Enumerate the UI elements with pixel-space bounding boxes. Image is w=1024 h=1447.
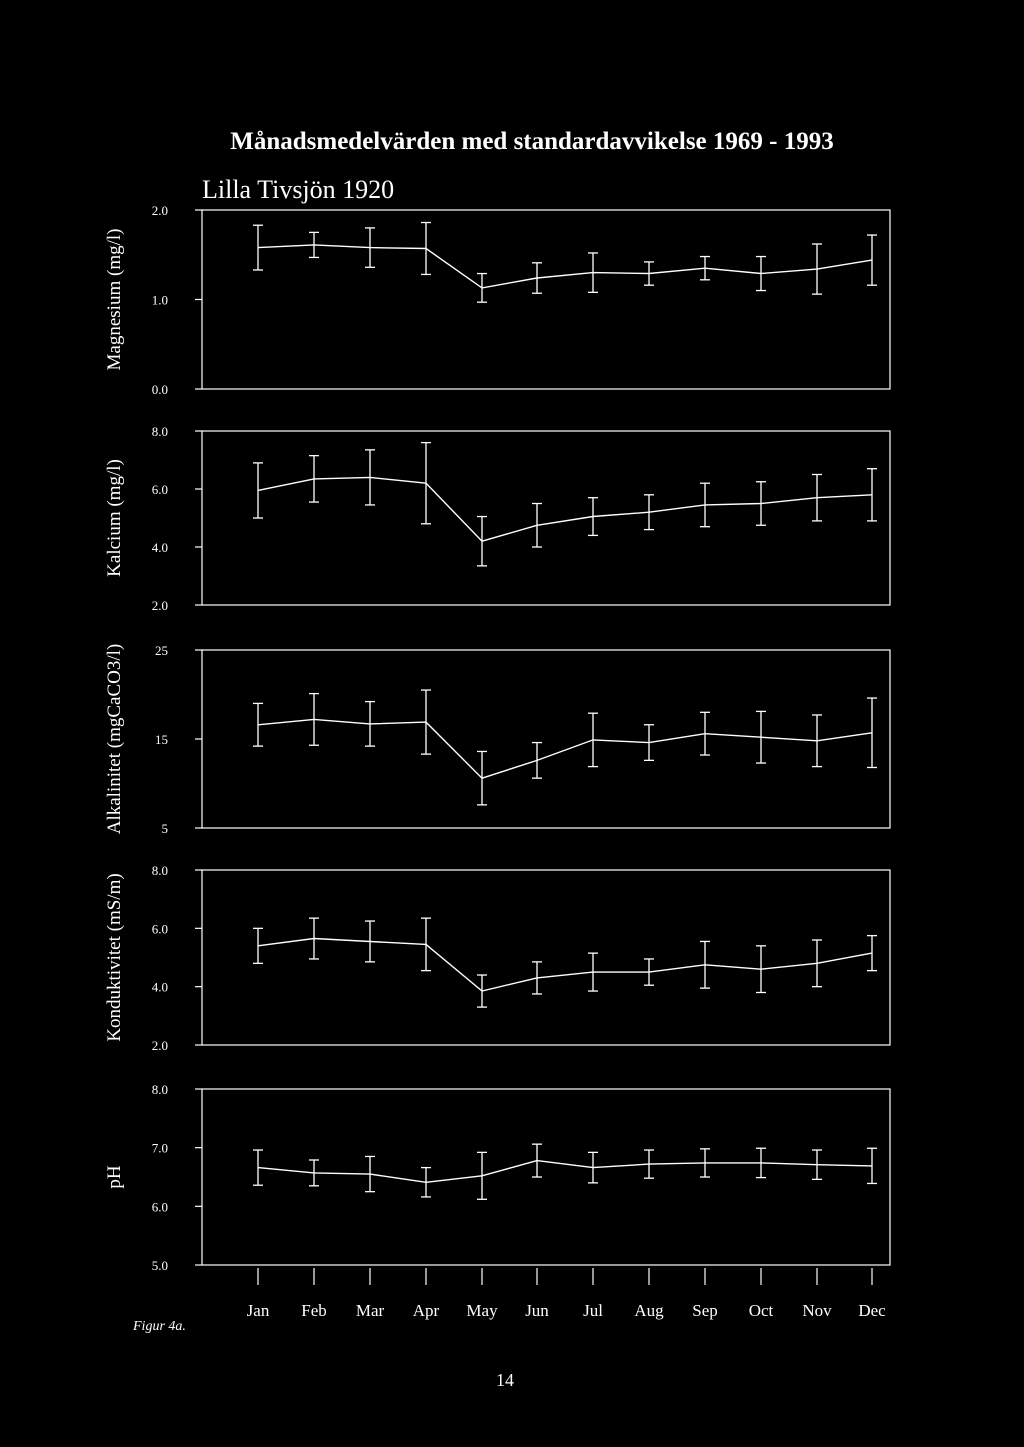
y-tick-label: 5.0 xyxy=(151,1258,168,1273)
x-tick-label: Nov xyxy=(802,1301,832,1320)
x-tick-label: Oct xyxy=(748,1301,774,1320)
panel-4 xyxy=(104,863,890,1053)
series-line xyxy=(258,939,872,992)
y-tick-label: 2.0 xyxy=(151,203,168,218)
y-tick-label: 2.0 xyxy=(151,1038,168,1053)
x-tick-label: Mar xyxy=(355,1301,385,1320)
x-tick-label: Feb xyxy=(301,1301,327,1320)
x-tick-label: Jul xyxy=(583,1301,603,1320)
y-tick-label: 1.0 xyxy=(151,292,168,308)
plot-frame xyxy=(202,210,890,389)
panel-1 xyxy=(104,203,890,397)
y-tick-label: 6.0 xyxy=(151,1199,168,1215)
series-line xyxy=(258,245,872,288)
panel-5 xyxy=(104,1082,890,1273)
x-tick-label: Jan xyxy=(246,1301,270,1320)
y-tick-label: 8.0 xyxy=(151,424,168,439)
chart-title: Månadsmedelvärden med standardavvikelse 1969 - 1993 xyxy=(230,128,834,155)
y-axis-label: Alkalinitet (mgCaCO3/l) xyxy=(104,643,125,835)
y-tick-label: 15 xyxy=(155,732,168,747)
y-tick-label: 6.0 xyxy=(151,482,168,497)
y-axis-label: Kalcium (mg/l) xyxy=(104,459,125,577)
y-tick-label: 6.0 xyxy=(151,921,168,937)
plot-frame xyxy=(202,431,890,605)
y-axis-label: Konduktivitet (mS/m) xyxy=(104,873,125,1042)
y-axis-label: Magnesium (mg/l) xyxy=(104,228,125,371)
chart-subtitle: Lilla Tivsjön 1920 xyxy=(202,175,395,204)
x-tick-label: May xyxy=(466,1301,498,1320)
x-axis xyxy=(247,1268,886,1320)
error-bar xyxy=(253,463,263,518)
y-tick-label: 2.0 xyxy=(151,598,168,613)
panel-3 xyxy=(104,643,890,836)
series-line xyxy=(258,477,872,541)
x-tick-label: Apr xyxy=(412,1301,440,1320)
y-tick-label: 0.0 xyxy=(151,382,168,397)
panels xyxy=(104,203,890,1273)
panel-2 xyxy=(104,424,890,613)
y-axis-label: pH xyxy=(104,1165,125,1189)
y-tick-label: 7.0 xyxy=(151,1140,168,1156)
x-tick-label: Aug xyxy=(634,1301,664,1320)
x-tick-label: Dec xyxy=(858,1301,886,1320)
plot-frame xyxy=(202,1089,890,1265)
figure-caption: Figur 4a. xyxy=(133,1319,186,1334)
x-tick-label: Jun xyxy=(525,1301,549,1320)
page-number: 14 xyxy=(496,1370,514,1390)
series-line xyxy=(258,719,872,778)
y-tick-label: 8.0 xyxy=(151,1082,168,1097)
plot-frame xyxy=(202,870,890,1045)
y-tick-label: 5 xyxy=(161,821,168,836)
x-tick-label: Sep xyxy=(692,1301,718,1320)
y-tick-label: 25 xyxy=(155,643,168,658)
y-tick-label: 4.0 xyxy=(151,540,168,555)
y-tick-label: 8.0 xyxy=(151,863,168,878)
series-line xyxy=(258,1161,872,1183)
y-tick-label: 4.0 xyxy=(151,979,168,995)
